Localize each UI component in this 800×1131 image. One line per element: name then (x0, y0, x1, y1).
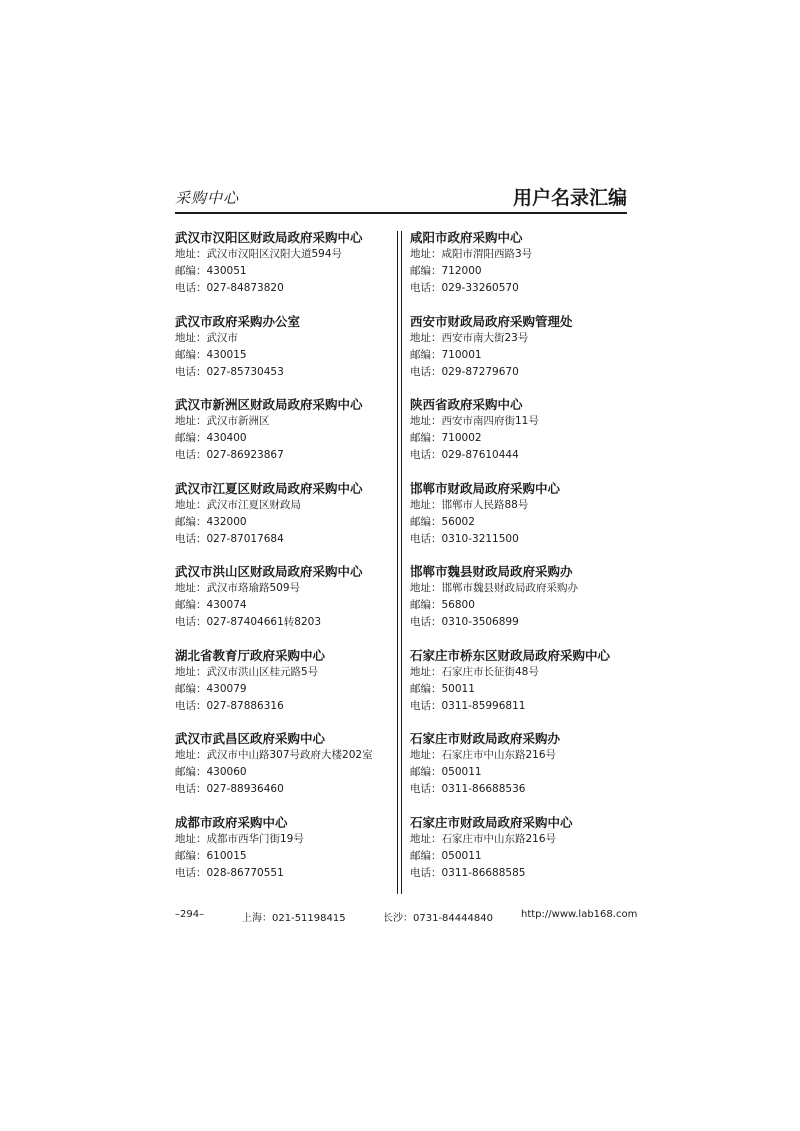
directory-entry (175, 730, 387, 814)
entry-name: 武汉市新洲区财政局政府采购中心 (175, 397, 363, 412)
footer-shanghai-phone: 上海：021-51198415 (242, 913, 346, 924)
header-rule (175, 212, 627, 214)
entry-postcode: 邮编：432000 (175, 515, 247, 528)
column-divider (401, 231, 402, 894)
entry-address: 地址：武汉市江夏区财政局 (175, 498, 301, 511)
entry-postcode: 邮编：712000 (410, 265, 482, 277)
entry-postcode: 邮编：56002 (410, 515, 475, 528)
entry-postcode: 邮编：710001 (410, 348, 482, 361)
directory-entry (175, 480, 387, 564)
entry-phone: 电话：027-85730453 (175, 365, 284, 378)
entry-postcode: 邮编：430015 (175, 348, 247, 361)
entry-phone: 电话：029-87610444 (410, 449, 519, 461)
directory-entry (410, 563, 628, 647)
entry-postcode: 邮编：50011 (410, 682, 475, 695)
footer-changsha-phone: 长沙：0731-84444840 (383, 913, 493, 924)
entry-postcode: 邮编：610015 (175, 849, 247, 862)
header-right-title: 用户名录汇编 (512, 187, 627, 209)
entry-phone: 电话：0311-86688536 (410, 783, 526, 795)
directory-entry (410, 229, 628, 313)
directory-entry (175, 313, 387, 397)
entry-address: 地址：武汉市新洲区 (175, 415, 270, 427)
entry-name: 成都市政府采购中心 (175, 814, 288, 830)
directory-entry (410, 814, 628, 898)
entry-phone: 电话：028-86770551 (175, 866, 284, 879)
directory-entry (175, 396, 387, 480)
directory-entry (175, 814, 387, 898)
entry-address: 地址：石家庄市中山东路216号 (410, 749, 557, 761)
footer-url: http://www.lab168.com (521, 909, 638, 920)
entry-address: 地址：石家庄市中山东路216号 (410, 832, 557, 845)
entry-name: 湖北省教育厅政府采购中心 (175, 647, 326, 663)
entry-address: 地址：武汉市中山路307号政府大楼202室 (175, 749, 373, 761)
entry-postcode: 邮编：56800 (410, 599, 475, 611)
entry-postcode: 邮编：430074 (175, 599, 247, 611)
entry-phone: 电话：027-87886316 (175, 699, 284, 712)
directory-entry (175, 229, 387, 313)
entry-address: 地址：武汉市 (175, 331, 238, 344)
page-number: –294– (175, 909, 205, 920)
page-header (175, 183, 627, 213)
header-left-title: 采购中心 (175, 189, 240, 207)
entry-postcode: 邮编：710002 (410, 432, 482, 444)
entry-phone: 电话：0311-85996811 (410, 699, 526, 712)
entry-name: 武汉市洪山区财政局政府采购中心 (175, 564, 363, 579)
entry-address: 地址：石家庄市长征街48号 (410, 665, 539, 678)
entry-name: 武汉市江夏区财政局政府采购中心 (175, 480, 363, 496)
entry-address: 地址：成都市西华门街19号 (175, 832, 304, 845)
entry-phone: 电话：0311-86688585 (410, 866, 526, 879)
entry-name: 邯郸市财政局政府采购中心 (410, 480, 561, 496)
left-column (175, 229, 387, 897)
entry-phone: 电话：029-33260570 (410, 282, 519, 294)
entry-address: 地址：咸阳市渭阳西路3号 (410, 248, 533, 260)
entry-name: 石家庄市财政局政府采购中心 (410, 814, 573, 830)
entry-address: 地址：武汉市汉阳区汉阳大道594号 (175, 248, 343, 260)
entry-name: 陕西省政府采购中心 (410, 397, 523, 412)
entry-name: 石家庄市桥东区财政局政府采购中心 (410, 647, 611, 663)
directory-entry (410, 730, 628, 814)
entry-name: 武汉市政府采购办公室 (175, 313, 301, 329)
right-column (410, 229, 628, 897)
directory-entry (410, 647, 628, 731)
entry-phone: 电话：0310-3506899 (410, 616, 519, 628)
entry-phone: 电话：027-87017684 (175, 532, 284, 545)
entry-name: 西安市财政局政府采购管理处 (410, 313, 573, 329)
entry-phone: 电话：027-84873820 (175, 282, 284, 294)
entry-postcode: 邮编：430079 (175, 682, 247, 695)
entry-address: 地址：西安市南大街23号 (410, 331, 529, 344)
directory-entry (410, 313, 628, 397)
entry-address: 地址：西安市南四府街11号 (410, 415, 539, 427)
entry-name: 武汉市武昌区政府采购中心 (175, 731, 326, 746)
entry-address: 地址：武汉市洪山区桂元路5号 (175, 665, 319, 678)
entry-name: 邯郸市魏县财政局政府采购办 (410, 564, 573, 579)
entry-address: 地址：武汉市珞瑜路509号 (175, 582, 301, 594)
entry-phone: 电话：027-88936460 (175, 783, 284, 795)
entry-phone: 电话：027-87404661转8203 (175, 616, 321, 628)
entry-postcode: 邮编：050011 (410, 849, 482, 862)
entry-name: 武汉市汉阳区财政局政府采购中心 (175, 230, 363, 245)
directory-entry (410, 480, 628, 564)
column-divider (397, 231, 398, 894)
entry-name: 咸阳市政府采购中心 (410, 230, 523, 245)
entry-postcode: 邮编：050011 (410, 766, 482, 778)
entry-address: 地址：邯郸市人民路88号 (410, 498, 529, 511)
entry-phone: 电话：0310-3211500 (410, 532, 519, 545)
directory-entry (175, 647, 387, 731)
directory-entry (175, 563, 387, 647)
entry-address: 地址：邯郸市魏县财政局政府采购办 (410, 582, 578, 594)
directory-entry (410, 396, 628, 480)
entry-postcode: 邮编：430060 (175, 766, 247, 778)
entry-postcode: 邮编：430400 (175, 432, 247, 444)
entry-postcode: 邮编：430051 (175, 265, 247, 277)
entry-phone: 电话：029-87279670 (410, 365, 519, 378)
entry-phone: 电话：027-86923867 (175, 449, 284, 461)
entry-name: 石家庄市财政局政府采购办 (410, 731, 561, 746)
